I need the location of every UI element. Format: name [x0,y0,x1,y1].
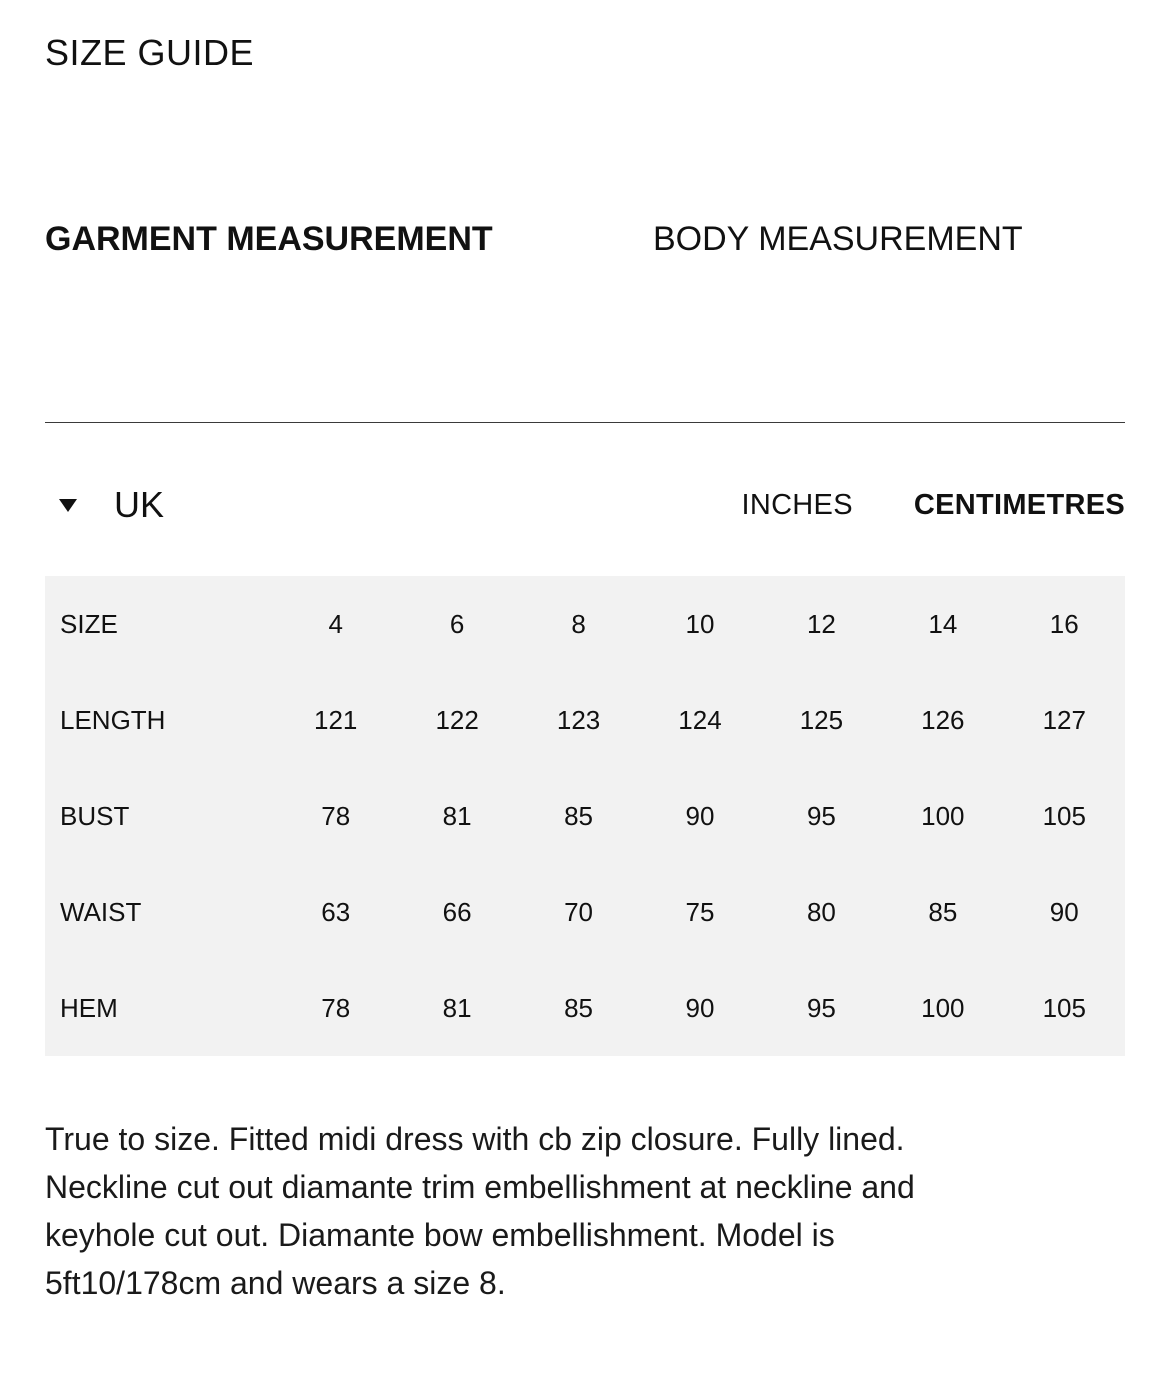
table-cell: 78 [321,992,351,1023]
row-label-bust: BUST [60,800,130,831]
table-cell: 100 [921,992,965,1023]
caret-down-icon [59,499,77,512]
table-cell: 122 [435,704,479,735]
region-selected-label: UK [114,484,165,525]
table-cell: 12 [806,608,836,639]
unit-centimetres-button[interactable]: CENTIMETRES [913,488,1125,521]
table-cell: 90 [1049,896,1079,927]
table-cell: 105 [1042,992,1086,1023]
table-cell: 126 [921,704,965,735]
table-cell: 4 [328,608,343,639]
table-cell: 95 [806,992,836,1023]
table-cell: 90 [685,992,715,1023]
table-cell: 123 [556,704,601,735]
table-cell: 127 [1042,704,1086,735]
measurement-tabs [45,218,1125,262]
row-label-length: LENGTH [60,704,166,735]
unit-toggle [741,485,1125,525]
table-row [45,960,1125,1056]
table-cell: 80 [806,896,836,927]
table-cell: 81 [442,992,472,1023]
size-table [45,576,1125,1056]
table-cell: 81 [442,800,472,831]
table-cell: 70 [564,896,594,927]
region-dropdown[interactable] [55,483,164,527]
page-title: SIZE GUIDE [45,32,255,73]
table-cell: 14 [928,608,958,639]
table-cell: 63 [321,896,351,927]
row-label-waist: WAIST [60,896,142,927]
table-cell: 78 [321,800,351,831]
table-cell: 125 [799,704,844,735]
table-cell: 124 [678,704,722,735]
row-label-hem: HEM [60,992,118,1023]
table-cell: 121 [314,704,358,735]
table-row [45,864,1125,960]
table-cell: 85 [928,896,958,927]
table-cell: 66 [442,896,472,927]
row-label-size: SIZE [60,608,118,639]
table-cell: 90 [685,800,715,831]
table-cell: 8 [571,608,586,639]
tab-garment-measurement[interactable]: GARMENT MEASUREMENT [45,220,493,258]
table-row [45,672,1125,768]
table-cell: 10 [685,608,715,639]
table-cell: 16 [1049,608,1079,639]
table-cell: 100 [921,800,965,831]
divider [45,422,1125,423]
product-description: True to size. Fitted midi dress with cb zip closure. Fully lined. Neckline cut out diamante trim embellishment at neckline and keyhole cut out. Diamante bow embellishment. Model is 5ft10/178cm and wears a size 8. [45,1121,915,1301]
table-cell: 105 [1042,800,1086,831]
table-cell: 75 [685,896,715,927]
table-cell: 6 [449,608,465,639]
table-cell: 85 [564,800,594,831]
unit-inches-button[interactable]: INCHES [741,488,853,521]
tab-body-measurement[interactable]: BODY MEASUREMENT [653,220,1023,258]
table-cell: 85 [564,992,594,1023]
table-cell: 95 [806,800,836,831]
table-row [45,768,1125,864]
table-row [45,576,1125,672]
